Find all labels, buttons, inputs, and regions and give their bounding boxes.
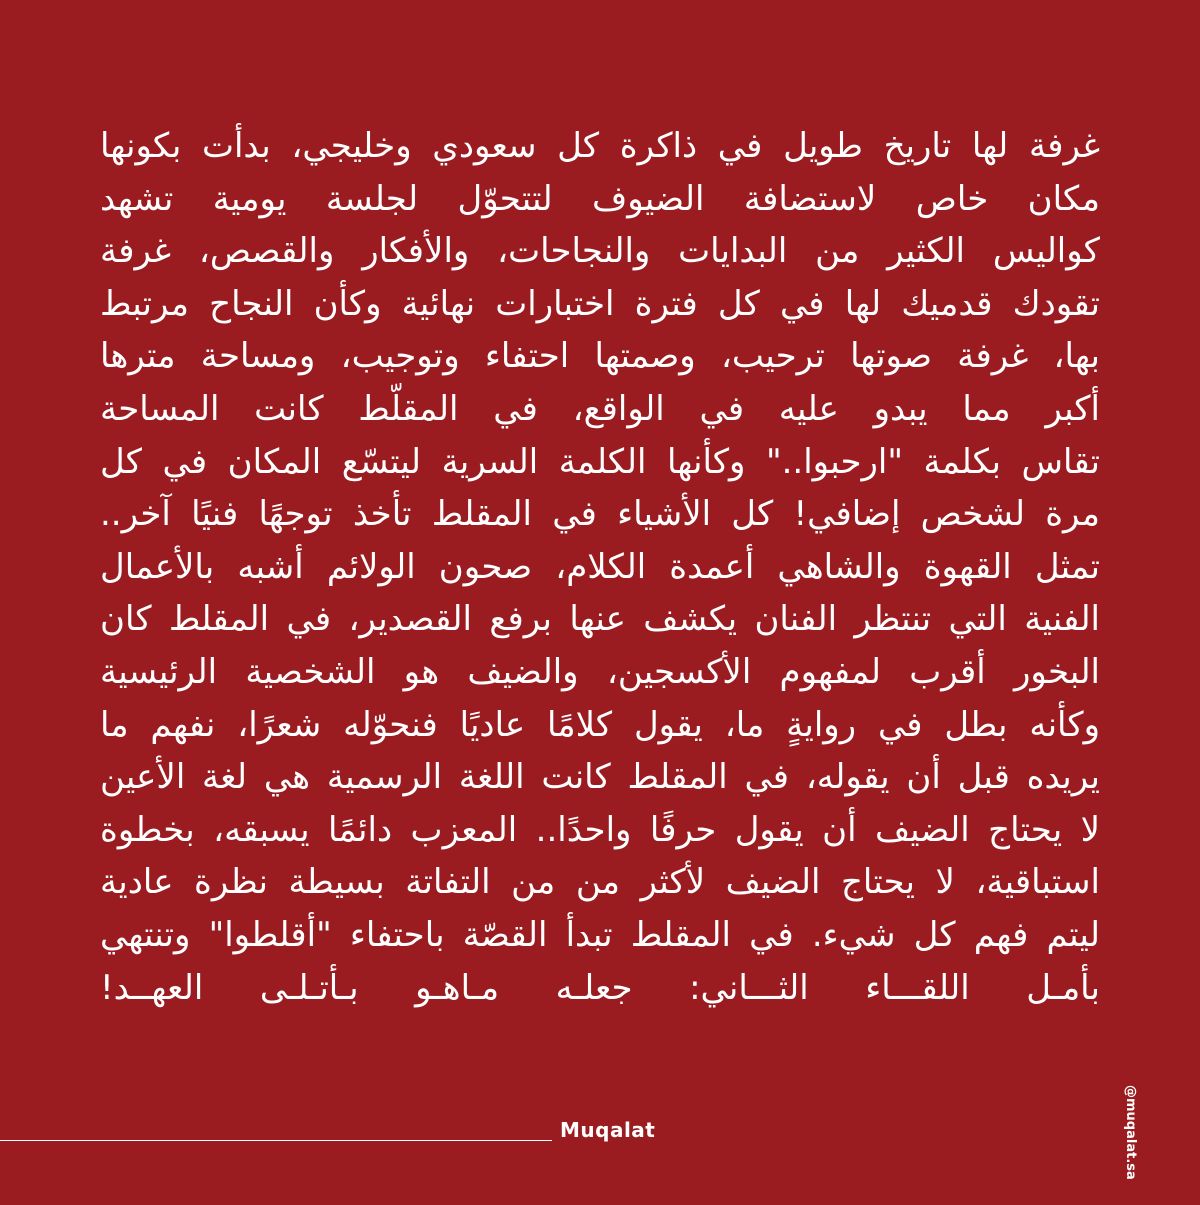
article-line: البخور أقرب لمفهوم الأكسجين، والضيف هو الشخصية الرئيسية [100,651,1100,692]
article-line: كواليس الكثير من البدايات والنجاحات، والأفكار والقصص، غرفة [100,231,1100,272]
article-line: وكأنه بطل في روايةٍ ما، يقول كلامًا عاديًا فنحوّله شعرًا، نفهم ما [100,704,1100,745]
article-line: أكبر مما يبدو عليه في الواقع، في المقلّط كانت المساحة [100,388,1100,429]
article-line: استباقية، لا يحتاج الضيف لأكثر من من التفاتة بسيطة نظرة عادية [100,862,1100,903]
article-body [100,120,1100,1014]
article-line: يريده قبل أن يقوله، في المقلط كانت اللغة الرسمية هي لغة الأعين [100,757,1100,798]
article-line: الفنية التي تنتظر الفنان يكشف عنها برفع القصدير، في المقلط كان [100,599,1100,640]
article-line: تمثل القهوة والشاهي أعمدة الكلام، صحون الولائم أشبه بالأعمال [100,546,1100,587]
article-line: بها، غرفة صوتها ترحيب، وصمتها احتفاء وتوجيب، ومساحة مترها [100,336,1100,377]
article-line: مكان خاص لاستضافة الضيوف لتتحوّل لجلسة يومية تشهد [100,178,1100,219]
article-line: تقاس بكلمة "ارحبوا.." وكأنها الكلمة السرية ليتسّع المكان في كل [100,441,1100,482]
article-line: غرفة لها تاريخ طويل في ذاكرة كل سعودي وخليجي، بدأت بكونها [100,126,1100,166]
brand-logo: Muqalat [560,1118,656,1142]
article-line: ليتم فهم كل شيء. في المقلط تبدأ القصّة باحتفاء "أقلطوا" وتنتهي [100,914,1100,955]
article-line: تقودك قدميك لها في كل فترة اختبارات نهائية وكأن النجاح مرتبط [100,283,1100,324]
footer-divider-line [0,1140,552,1141]
article-line: مرة لشخص إضافي! كل الأشياء في المقلط تأخذ توجهًا فنيًا آخر.. [100,494,1100,535]
social-handle: @muqalat.sa [1123,1085,1138,1180]
article-line: لا يحتاج الضيف أن يقول حرفًا واحدًا.. المعزب دائمًا يسبقه، بخطوة [100,809,1100,850]
article-line: بأمـل اللقـــاء الثـــاني: جعلـه مـاهـو بـأتـلـى العهــد! [100,967,1100,1008]
